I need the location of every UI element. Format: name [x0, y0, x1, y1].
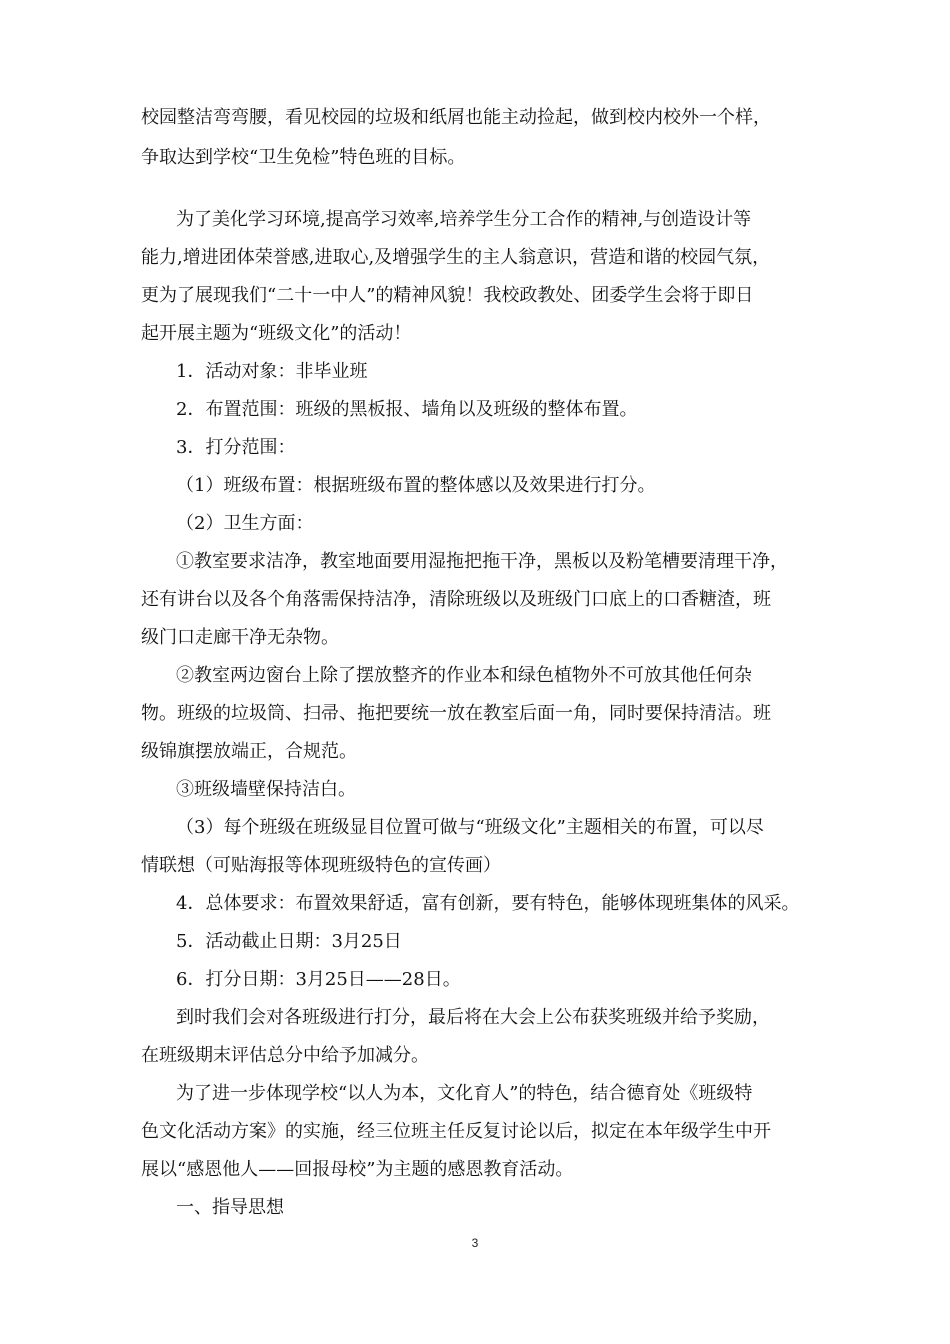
list-item: 6．打分日期：3月25日——28日。	[176, 969, 461, 990]
list-item: 3．打分范围：	[176, 437, 296, 458]
text-line: 为了美化学习环境,提高学习效率,培养学生分工合作的精神,与创造设计等	[176, 209, 752, 230]
text-line: 到时我们会对各班级进行打分，最后将在大会上公布获奖班级并给予奖励，	[176, 1007, 770, 1028]
list-item: 5．活动截止日期：3月25日	[176, 931, 402, 952]
text-line: 色文化活动方案》的实施，经三位班主任反复讨论以后，拟定在本年级学生中开	[141, 1121, 771, 1142]
text-line: 在班级期末评估总分中给予加减分。	[141, 1045, 429, 1066]
text-line: ②教室两边窗台上除了摆放整齐的作业本和绿色植物外不可放其他任何杂	[176, 665, 752, 686]
text-line: 起开展主题为“班级文化”的活动！	[141, 323, 412, 344]
text-line: 为了进一步体现学校“以人为本，文化育人”的特色，结合德育处《班级特	[176, 1083, 753, 1104]
list-item: （1）班级布置：根据班级布置的整体感以及效果进行打分。	[176, 475, 656, 496]
list-item: （2）卫生方面：	[176, 513, 314, 534]
text-line: 能力,增进团体荣誉感,进取心,及增强学生的主人翁意识，营造和谐的校园气氛，	[141, 247, 771, 268]
list-item: 2．布置范围：班级的黑板报、墙角以及班级的整体布置。	[176, 399, 638, 420]
section-heading: 一、指导思想	[176, 1197, 284, 1218]
text-line: 还有讲台以及各个角落需保持洁净，清除班级以及班级门口底上的口香糖渣，班	[141, 589, 771, 610]
text-line: 物。班级的垃圾筒、扫帚、拖把要统一放在教室后面一角，同时要保持清洁。班	[141, 703, 771, 724]
page-number: 3	[471, 1236, 479, 1250]
text-line: ③班级墙壁保持洁白。	[176, 779, 356, 800]
text-line: ①教室要求洁净，教室地面要用湿拖把拖干净，黑板以及粉笔槽要清理干净，	[176, 551, 788, 572]
text-line: 展以“感恩他人——回报母校”为主题的感恩教育活动。	[141, 1159, 574, 1180]
text-line: 级门口走廊干净无杂物。	[141, 627, 339, 648]
text-line: 情联想（可贴海报等体现班级特色的宣传画）	[141, 855, 501, 876]
list-item: 4．总体要求：布置效果舒适，富有创新，要有特色，能够体现班集体的风采。	[176, 893, 800, 914]
list-item: （3）每个班级在班级显目位置可做与“班级文化”主题相关的布置，可以尽	[176, 817, 764, 838]
list-item: 1．活动对象：非毕业班	[176, 361, 368, 382]
text-line: 校园整洁弯弯腰，看见校园的垃圾和纸屑也能主动捡起，做到校内校外一个样，	[141, 107, 771, 128]
text-line: 级锦旗摆放端正，合规范。	[141, 741, 357, 762]
text-line: 争取达到学校“卫生免检”特色班的目标。	[141, 147, 466, 168]
text-line: 更为了展现我们“二十一中人”的精神风貌！我校政教处、团委学生会将于即日	[141, 285, 754, 306]
